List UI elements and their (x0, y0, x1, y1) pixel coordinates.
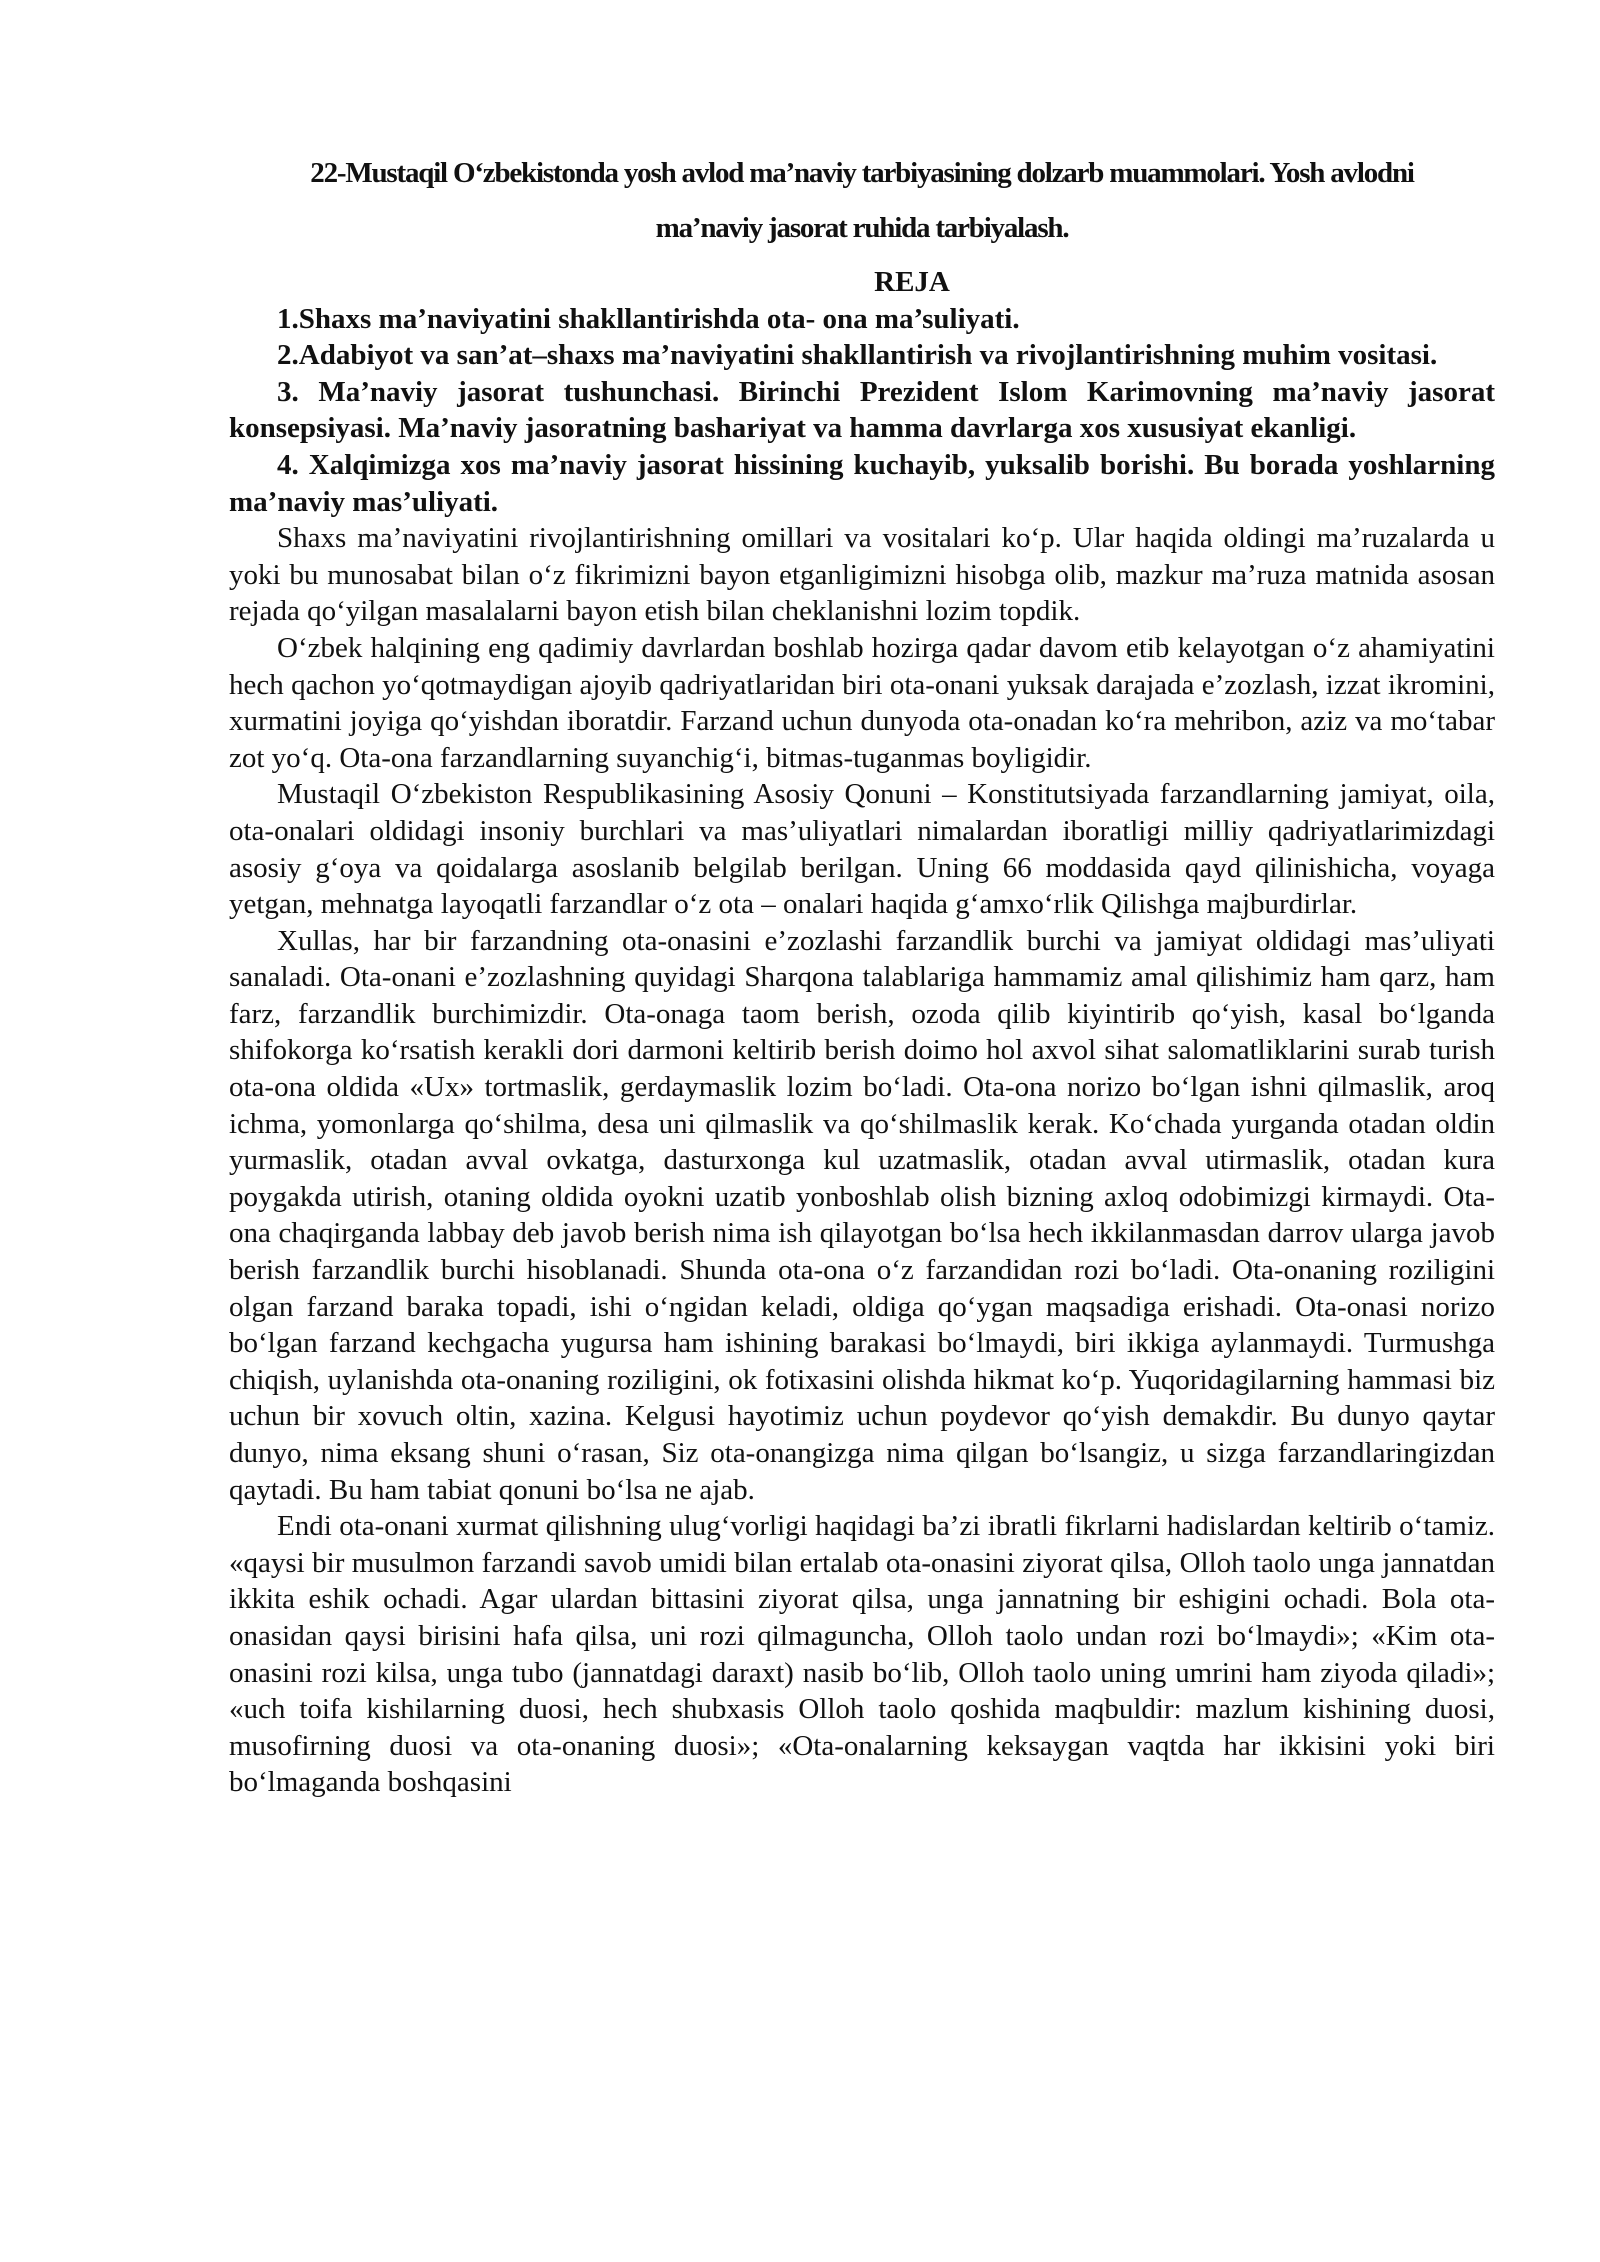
plan-item: 2.Adabiyot va san’at–shaxs ma’naviyatini shakllantirish va rivojlantirishning muhim vositasi. (277, 339, 1438, 372)
document-content (229, 146, 1495, 1801)
document-title: 22-Mustaqil O‘zbekistonda yosh avlod ma’naviy tarbiyasining dolzarb muammolari. Yosh avlodni ma’naviy jasorat ruhida tarbiyalash. (310, 157, 1414, 244)
plan-item: 1.Shaxs ma’naviyatini shakllantirishda ota- ona ma’suliyati. (277, 302, 1020, 335)
plan-item: 4. Xalqimizga xos ma’naviy jasorat hissining kuchayib, yuksalib borishi. Bu borada yoshlarning ma’naviy mas’uliyati. (229, 448, 1495, 518)
body-paragraph: Shaxs ma’naviyatini rivojlantirishning omillari va vositalari ko‘p. Ular haqida oldingi ma’ruzalarda u yoki bu munosabat bilan o‘z fikrimizni bayon etganligimizni hisobga olib, mazkur ma’ruza matnida asosan rejada qo‘yilgan masalalarni bayon etish bilan cheklanishni lozim topdik. (229, 522, 1495, 628)
plan-heading: REJA (874, 266, 950, 298)
plan-item: 3. Ma’naviy jasorat tushunchasi. Birinchi Prezident Islom Karimovning ma’naviy jasorat konsepsiyasi. Ma’naviy jasoratning bashariyat va hamma davrlarga xos xususiyat ekanligi. (229, 375, 1495, 445)
plan-list (229, 301, 1495, 521)
body-paragraph: Xullas, har bir farzandning ota-onasini e’zozlashi farzandlik burchi va jamiyat oldidagi mas’uliyati sanaladi. Ota-onani e’zozlashning quyidagi Sharqona talablariga hammamiz amal qilishimiz ham qarz, ham farz, farzandlik burchimizdir. Ota-onaga taom berish, ozoda qilib kiyintirib qo‘yish, kasal bo‘lganda shifokorga ko‘rsatish kerakli dori darmoni keltirib berish doimo hol axvol sihat salomatliklarini surab turish ota-ona oldida «Ux» tortmaslik, gerdaymaslik lozim bo‘ladi. Ota-ona norizo bo‘lgan ishni qilmaslik, aroq ichma, yomonlarga qo‘shilma, desa uni qilmaslik va qo‘shilmaslik kerak. Ko‘chada yurganda otadan oldin yurmaslik, otadan avval ovkatga, dasturxonga kul uzatmaslik, otadan avval utirmaslik, otadan kura poygakda utirish, otaning oldida oyokni uzatib yonboshlab olish bizning axloq odobimizgi kirmaydi. Ota-ona chaqirganda labbay deb javob berish nima ish qilayotgan bo‘lsa hech ikkilanmasdan darrov ularga javob berish farzandlik burchi hisoblanadi. Shunda ota-ona o‘z farzandidan rozi bo‘ladi. Ota-onaning roziligini olgan farzand baraka topadi, ishi o‘ngidan keladi, oldiga qo‘ygan maqsadiga erishadi. Ota-onasi norizo bo‘lgan farzand kechgacha yugursa ham ishining barakasi bo‘lmaydi, biri ikkiga aylanmaydi. Turmushga chiqish, uylanishda ota-onaning roziligini, ok fotixasini olishda hikmat ko‘p. Yuqoridagilarning hammasi biz uchun bir xovuch oltin, xazina. Kelgusi hayotimiz uchun poydevor qo‘yish demakdir. Bu dunyo qaytar dunyo, nima eksang shuni o‘rasan, Siz ota-onangizga nima qilgan bo‘lsangiz, u sizga farzandlaringizdan qaytadi. Bu ham tabiat qonuni bo‘lsa ne ajab. (229, 924, 1495, 1506)
body-paragraph: Endi ota-onani xurmat qilishning ulug‘vorligi haqidagi ba’zi ibratli fikrlarni hadislardan keltirib o‘tamiz. «qaysi bir musulmon farzandi savob umidi bilan ertalab ota-onasini ziyorat qilsa, Olloh taolo unga jannatdan ikkita eshik ochadi. Agar ulardan bittasini ziyorat qilsa, unga jannatning bir eshigini ochadi. Bola ota-onasidan qaysi birisini hafa qilsa, uni rozi qilmaguncha, Olloh taolo undan rozi bo‘lmaydi»; «Kim ota-onasini rozi kilsa, unga tubo (jannatdagi daraxt) nasib bo‘lib, Olloh taolo uning umrini ham ziyoda qiladi»; «uch toifa kishilarning duosi, hech shubxasis Olloh taolo qoshida maqbuldir: mazlum kishining duosi, musofirning duosi va ota-onaning duosi»; «Ota-onalarning keksaygan vaqtda har ikkisini yoki biri bo‘lmaganda boshqasini (229, 1510, 1495, 1799)
body-paragraph: O‘zbek halqining eng qadimiy davrlardan boshlab hozirga qadar davom etib kelayotgan o‘z ahamiyatini hech qachon yo‘qotmaydigan ajoyib qadriyatlaridan biri ota-onani yuksak darajada e’zozlash, izzat ikromini, xurmatini joyiga qo‘yishdan iboratdir. Farzand uchun dunyoda ota-onadan ko‘ra mehribon, aziz va mo‘tabar zot yo‘q. Ota-ona farzandlarning suyanchig‘i, bitmas-tuganmas boyligidir. (229, 631, 1495, 774)
body-paragraph: Mustaqil O‘zbekiston Respublikasining Asosiy Qonuni – Konstitutsiyada farzandlarning jamiyat, oila, ota-onalari oldidagi insoniy burchlari va mas’uliyatlari nimalardan iboratligi milliy qadriyatlarimizdagi asosiy g‘oya va qoidalarga asoslanib belgilab berilgan. Uning 66 moddasida qayd qilinishicha, voyaga yetgan, mehnatga layoqatli farzandlar o‘z ota – onalari haqida g‘amxo‘rlik Qilishga majburdirlar. (229, 778, 1495, 921)
